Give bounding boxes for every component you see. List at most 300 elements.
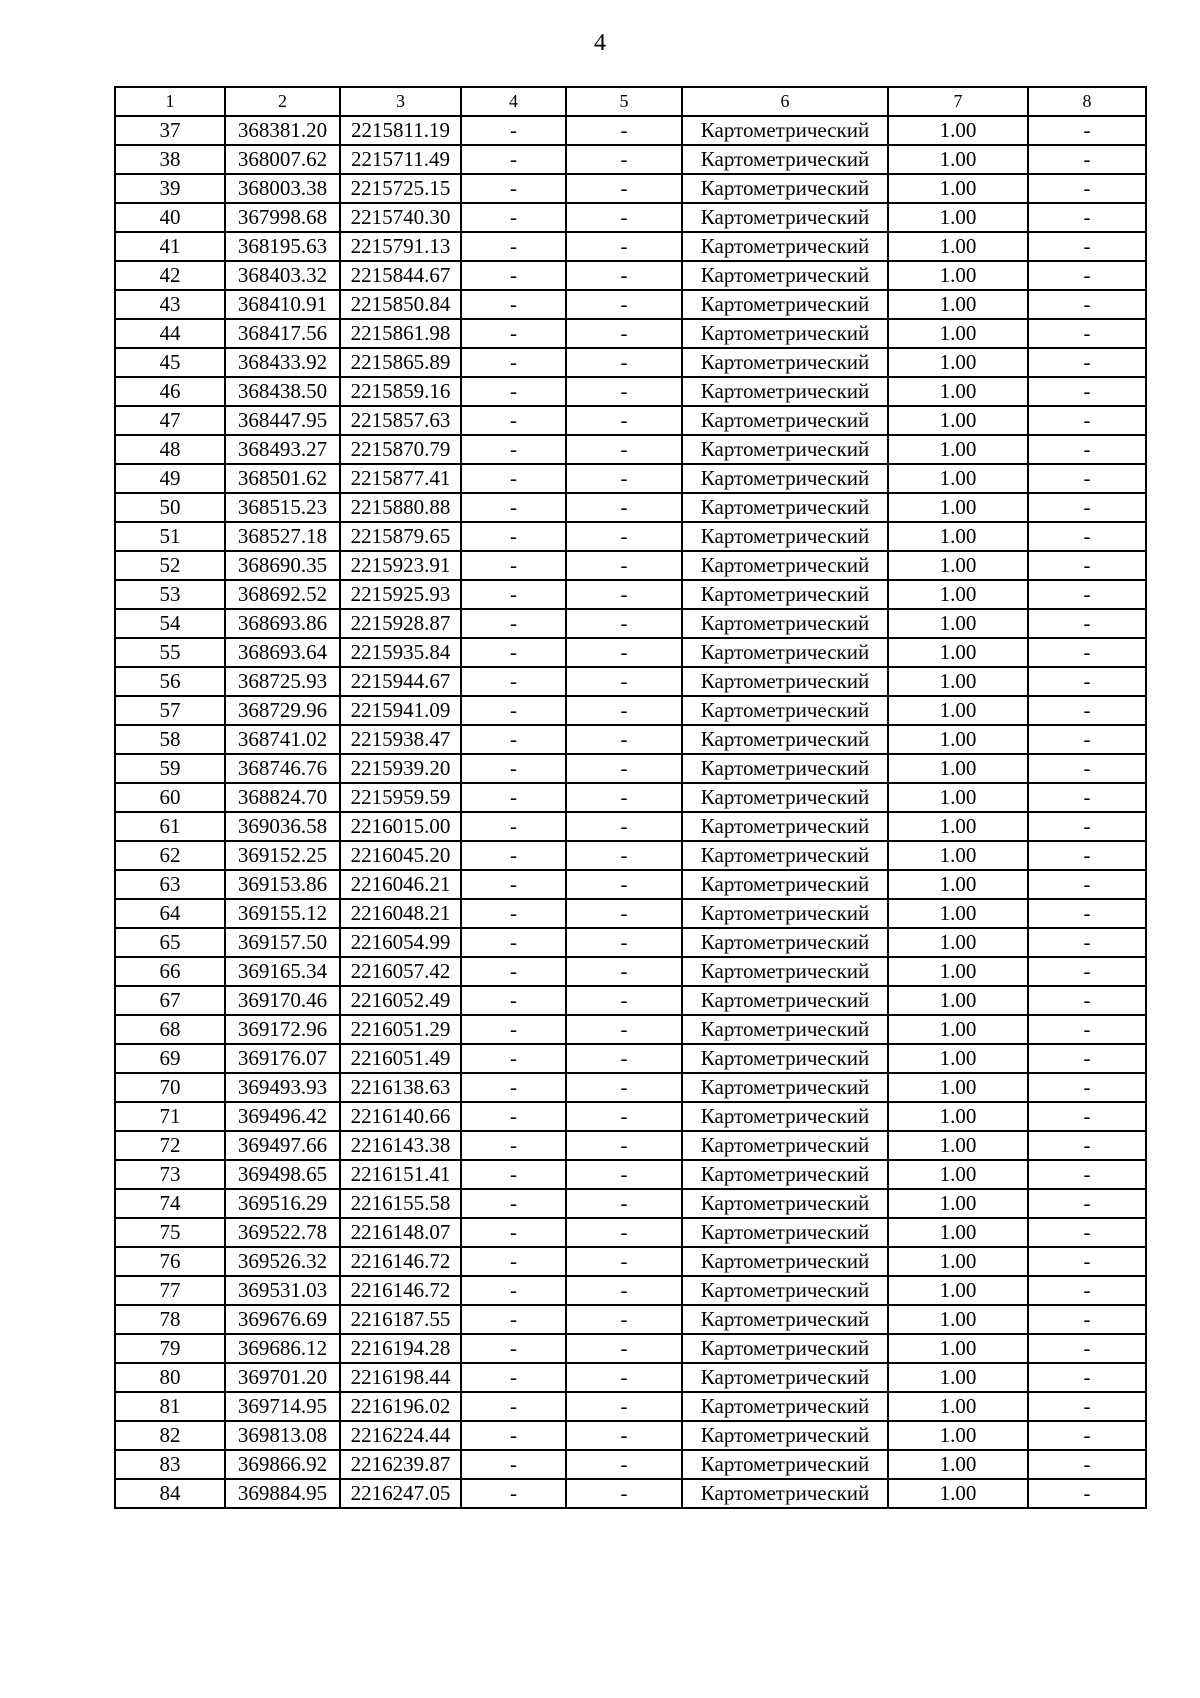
point-number-cell: 57: [115, 696, 225, 725]
method-cell: Картометрический: [682, 261, 888, 290]
y-coordinate-cell: 2215925.93: [340, 580, 461, 609]
column-5-cell: -: [566, 232, 682, 261]
y-coordinate-cell: 2216187.55: [340, 1305, 461, 1334]
y-coordinate-cell: 2215859.16: [340, 377, 461, 406]
method-cell: Картометрический: [682, 667, 888, 696]
accuracy-cell: 1.00: [888, 1160, 1028, 1189]
x-coordinate-cell: 368690.35: [225, 551, 340, 580]
x-coordinate-cell: 367998.68: [225, 203, 340, 232]
column-8-cell: -: [1028, 1218, 1146, 1247]
y-coordinate-cell: 2215861.98: [340, 319, 461, 348]
point-number-cell: 52: [115, 551, 225, 580]
y-coordinate-cell: 2216046.21: [340, 870, 461, 899]
method-cell: Картометрический: [682, 725, 888, 754]
column-4-cell: -: [461, 464, 566, 493]
y-coordinate-cell: 2215850.84: [340, 290, 461, 319]
point-number-cell: 76: [115, 1247, 225, 1276]
accuracy-cell: 1.00: [888, 580, 1028, 609]
column-4-cell: -: [461, 609, 566, 638]
method-cell: Картометрический: [682, 1131, 888, 1160]
column-5-cell: -: [566, 783, 682, 812]
table-row: [115, 1363, 1146, 1392]
page-number: 4: [594, 30, 606, 56]
column-5-cell: -: [566, 754, 682, 783]
y-coordinate-cell: 2215725.15: [340, 174, 461, 203]
accuracy-cell: 1.00: [888, 609, 1028, 638]
y-coordinate-cell: 2216048.21: [340, 899, 461, 928]
accuracy-cell: 1.00: [888, 1421, 1028, 1450]
method-cell: Картометрический: [682, 754, 888, 783]
point-number-cell: 42: [115, 261, 225, 290]
accuracy-cell: 1.00: [888, 899, 1028, 928]
column-header: 3: [340, 87, 461, 116]
column-4-cell: -: [461, 1305, 566, 1334]
column-4-cell: -: [461, 203, 566, 232]
column-8-cell: -: [1028, 1392, 1146, 1421]
table-row: [115, 1479, 1146, 1508]
accuracy-cell: 1.00: [888, 696, 1028, 725]
x-coordinate-cell: 368417.56: [225, 319, 340, 348]
y-coordinate-cell: 2215877.41: [340, 464, 461, 493]
method-cell: Картометрический: [682, 841, 888, 870]
table-row: [115, 1421, 1146, 1450]
accuracy-cell: 1.00: [888, 986, 1028, 1015]
method-cell: Картометрический: [682, 783, 888, 812]
table-row: [115, 1160, 1146, 1189]
y-coordinate-cell: 2215935.84: [340, 638, 461, 667]
point-number-cell: 45: [115, 348, 225, 377]
column-header: 4: [461, 87, 566, 116]
table-row: [115, 1392, 1146, 1421]
column-4-cell: -: [461, 1015, 566, 1044]
column-5-cell: -: [566, 1276, 682, 1305]
column-5-cell: -: [566, 1102, 682, 1131]
accuracy-cell: 1.00: [888, 725, 1028, 754]
table-row: [115, 1450, 1146, 1479]
x-coordinate-cell: 368381.20: [225, 116, 340, 145]
y-coordinate-cell: 2216051.29: [340, 1015, 461, 1044]
table-row: [115, 580, 1146, 609]
column-5-cell: -: [566, 522, 682, 551]
column-8-cell: -: [1028, 406, 1146, 435]
accuracy-cell: 1.00: [888, 870, 1028, 899]
accuracy-cell: 1.00: [888, 1276, 1028, 1305]
column-5-cell: -: [566, 1247, 682, 1276]
column-8-cell: -: [1028, 1305, 1146, 1334]
x-coordinate-cell: 369493.93: [225, 1073, 340, 1102]
column-8-cell: -: [1028, 1160, 1146, 1189]
column-4-cell: -: [461, 1160, 566, 1189]
column-5-cell: -: [566, 493, 682, 522]
method-cell: Картометрический: [682, 232, 888, 261]
point-number-cell: 64: [115, 899, 225, 928]
y-coordinate-cell: 2215740.30: [340, 203, 461, 232]
method-cell: Картометрический: [682, 1334, 888, 1363]
method-cell: Картометрический: [682, 1305, 888, 1334]
point-number-cell: 53: [115, 580, 225, 609]
column-5-cell: -: [566, 696, 682, 725]
column-8-cell: -: [1028, 1247, 1146, 1276]
x-coordinate-cell: 368692.52: [225, 580, 340, 609]
y-coordinate-cell: 2215928.87: [340, 609, 461, 638]
column-4-cell: -: [461, 899, 566, 928]
x-coordinate-cell: 368729.96: [225, 696, 340, 725]
column-4-cell: -: [461, 116, 566, 145]
column-4-cell: -: [461, 1189, 566, 1218]
accuracy-cell: 1.00: [888, 464, 1028, 493]
table-row: [115, 812, 1146, 841]
method-cell: Картометрический: [682, 1450, 888, 1479]
method-cell: Картометрический: [682, 1421, 888, 1450]
y-coordinate-cell: 2216239.87: [340, 1450, 461, 1479]
table-row: [115, 1102, 1146, 1131]
column-4-cell: -: [461, 1450, 566, 1479]
point-number-cell: 47: [115, 406, 225, 435]
y-coordinate-cell: 2216224.44: [340, 1421, 461, 1450]
accuracy-cell: 1.00: [888, 1015, 1028, 1044]
point-number-cell: 55: [115, 638, 225, 667]
x-coordinate-cell: 369153.86: [225, 870, 340, 899]
column-5-cell: -: [566, 1392, 682, 1421]
table-row: [115, 754, 1146, 783]
column-5-cell: -: [566, 609, 682, 638]
x-coordinate-cell: 369170.46: [225, 986, 340, 1015]
x-coordinate-cell: 369701.20: [225, 1363, 340, 1392]
x-coordinate-cell: 368403.32: [225, 261, 340, 290]
table-row: [115, 261, 1146, 290]
x-coordinate-cell: 369884.95: [225, 1479, 340, 1508]
x-coordinate-cell: 369526.32: [225, 1247, 340, 1276]
x-coordinate-cell: 368447.95: [225, 406, 340, 435]
accuracy-cell: 1.00: [888, 1218, 1028, 1247]
column-8-cell: -: [1028, 928, 1146, 957]
accuracy-cell: 1.00: [888, 551, 1028, 580]
method-cell: Картометрический: [682, 435, 888, 464]
column-4-cell: -: [461, 841, 566, 870]
table-row: [115, 435, 1146, 464]
method-cell: Картометрический: [682, 696, 888, 725]
method-cell: Картометрический: [682, 464, 888, 493]
y-coordinate-cell: 2216057.42: [340, 957, 461, 986]
column-5-cell: -: [566, 1218, 682, 1247]
y-coordinate-cell: 2216194.28: [340, 1334, 461, 1363]
column-4-cell: -: [461, 1218, 566, 1247]
method-cell: Картометрический: [682, 406, 888, 435]
point-number-cell: 60: [115, 783, 225, 812]
y-coordinate-cell: 2215865.89: [340, 348, 461, 377]
column-4-cell: -: [461, 1131, 566, 1160]
y-coordinate-cell: 2215844.67: [340, 261, 461, 290]
column-4-cell: -: [461, 870, 566, 899]
column-5-cell: -: [566, 377, 682, 406]
column-4-cell: -: [461, 1276, 566, 1305]
accuracy-cell: 1.00: [888, 261, 1028, 290]
column-5-cell: -: [566, 1131, 682, 1160]
column-8-cell: -: [1028, 696, 1146, 725]
x-coordinate-cell: 369516.29: [225, 1189, 340, 1218]
table-row: [115, 725, 1146, 754]
accuracy-cell: 1.00: [888, 116, 1028, 145]
y-coordinate-cell: 2216155.58: [340, 1189, 461, 1218]
column-8-cell: -: [1028, 1334, 1146, 1363]
method-cell: Картометрический: [682, 319, 888, 348]
method-cell: Картометрический: [682, 609, 888, 638]
column-4-cell: -: [461, 1073, 566, 1102]
y-coordinate-cell: 2215870.79: [340, 435, 461, 464]
method-cell: Картометрический: [682, 493, 888, 522]
column-4-cell: -: [461, 145, 566, 174]
y-coordinate-cell: 2216140.66: [340, 1102, 461, 1131]
x-coordinate-cell: 369165.34: [225, 957, 340, 986]
accuracy-cell: 1.00: [888, 435, 1028, 464]
column-5-cell: -: [566, 348, 682, 377]
accuracy-cell: 1.00: [888, 203, 1028, 232]
point-number-cell: 75: [115, 1218, 225, 1247]
point-number-cell: 63: [115, 870, 225, 899]
column-8-cell: -: [1028, 319, 1146, 348]
column-8-cell: -: [1028, 580, 1146, 609]
x-coordinate-cell: 369496.42: [225, 1102, 340, 1131]
column-4-cell: -: [461, 261, 566, 290]
column-5-cell: -: [566, 841, 682, 870]
point-number-cell: 73: [115, 1160, 225, 1189]
column-5-cell: -: [566, 1073, 682, 1102]
column-5-cell: -: [566, 1334, 682, 1363]
column-header: 2: [225, 87, 340, 116]
column-5-cell: -: [566, 1305, 682, 1334]
accuracy-cell: 1.00: [888, 1305, 1028, 1334]
accuracy-cell: 1.00: [888, 957, 1028, 986]
column-8-cell: -: [1028, 609, 1146, 638]
column-8-cell: -: [1028, 870, 1146, 899]
column-8-cell: -: [1028, 638, 1146, 667]
x-coordinate-cell: 368741.02: [225, 725, 340, 754]
table-row: [115, 928, 1146, 957]
table-row: [115, 145, 1146, 174]
point-number-cell: 56: [115, 667, 225, 696]
accuracy-cell: 1.00: [888, 1073, 1028, 1102]
table-row: [115, 174, 1146, 203]
column-8-cell: -: [1028, 1450, 1146, 1479]
point-number-cell: 71: [115, 1102, 225, 1131]
column-8-cell: -: [1028, 116, 1146, 145]
point-number-cell: 66: [115, 957, 225, 986]
accuracy-cell: 1.00: [888, 1131, 1028, 1160]
column-8-cell: -: [1028, 493, 1146, 522]
table-row: [115, 377, 1146, 406]
y-coordinate-cell: 2216143.38: [340, 1131, 461, 1160]
x-coordinate-cell: 368515.23: [225, 493, 340, 522]
column-4-cell: -: [461, 232, 566, 261]
method-cell: Картометрический: [682, 928, 888, 957]
table-row: [115, 464, 1146, 493]
y-coordinate-cell: 2215711.49: [340, 145, 461, 174]
method-cell: Картометрический: [682, 638, 888, 667]
method-cell: Картометрический: [682, 580, 888, 609]
column-5-cell: -: [566, 261, 682, 290]
y-coordinate-cell: 2215791.13: [340, 232, 461, 261]
column-8-cell: -: [1028, 725, 1146, 754]
method-cell: Картометрический: [682, 203, 888, 232]
method-cell: Картометрический: [682, 1392, 888, 1421]
column-8-cell: -: [1028, 899, 1146, 928]
point-number-cell: 61: [115, 812, 225, 841]
point-number-cell: 82: [115, 1421, 225, 1450]
x-coordinate-cell: 368493.27: [225, 435, 340, 464]
column-8-cell: -: [1028, 1479, 1146, 1508]
y-coordinate-cell: 2216151.41: [340, 1160, 461, 1189]
column-5-cell: -: [566, 1044, 682, 1073]
accuracy-cell: 1.00: [888, 319, 1028, 348]
method-cell: Картометрический: [682, 348, 888, 377]
point-number-cell: 40: [115, 203, 225, 232]
column-8-cell: -: [1028, 464, 1146, 493]
table-row: [115, 899, 1146, 928]
column-8-cell: -: [1028, 841, 1146, 870]
x-coordinate-cell: 369813.08: [225, 1421, 340, 1450]
column-5-cell: -: [566, 899, 682, 928]
x-coordinate-cell: 369152.25: [225, 841, 340, 870]
accuracy-cell: 1.00: [888, 812, 1028, 841]
x-coordinate-cell: 369866.92: [225, 1450, 340, 1479]
column-header: 6: [682, 87, 888, 116]
table-row: [115, 348, 1146, 377]
column-4-cell: -: [461, 1392, 566, 1421]
accuracy-cell: 1.00: [888, 638, 1028, 667]
method-cell: Картометрический: [682, 1102, 888, 1131]
y-coordinate-cell: 2216054.99: [340, 928, 461, 957]
table-row: [115, 1334, 1146, 1363]
column-4-cell: -: [461, 725, 566, 754]
column-header: 1: [115, 87, 225, 116]
accuracy-cell: 1.00: [888, 1247, 1028, 1276]
y-coordinate-cell: 2215959.59: [340, 783, 461, 812]
column-5-cell: -: [566, 1189, 682, 1218]
y-coordinate-cell: 2216196.02: [340, 1392, 461, 1421]
column-4-cell: -: [461, 783, 566, 812]
column-8-cell: -: [1028, 667, 1146, 696]
column-5-cell: -: [566, 812, 682, 841]
x-coordinate-cell: 368003.38: [225, 174, 340, 203]
method-cell: Картометрический: [682, 290, 888, 319]
table-row: [115, 1044, 1146, 1073]
point-number-cell: 69: [115, 1044, 225, 1073]
column-8-cell: -: [1028, 145, 1146, 174]
column-5-cell: -: [566, 1363, 682, 1392]
column-4-cell: -: [461, 1102, 566, 1131]
column-8-cell: -: [1028, 290, 1146, 319]
column-4-cell: -: [461, 1479, 566, 1508]
x-coordinate-cell: 368746.76: [225, 754, 340, 783]
x-coordinate-cell: 369686.12: [225, 1334, 340, 1363]
column-4-cell: -: [461, 406, 566, 435]
accuracy-cell: 1.00: [888, 841, 1028, 870]
table-row: [115, 1073, 1146, 1102]
table-row: [115, 522, 1146, 551]
x-coordinate-cell: 369522.78: [225, 1218, 340, 1247]
point-number-cell: 83: [115, 1450, 225, 1479]
x-coordinate-cell: 369531.03: [225, 1276, 340, 1305]
point-number-cell: 84: [115, 1479, 225, 1508]
y-coordinate-cell: 2215879.65: [340, 522, 461, 551]
method-cell: Картометрический: [682, 1247, 888, 1276]
column-8-cell: -: [1028, 812, 1146, 841]
point-number-cell: 48: [115, 435, 225, 464]
method-cell: Картометрический: [682, 1073, 888, 1102]
accuracy-cell: 1.00: [888, 783, 1028, 812]
column-8-cell: -: [1028, 1044, 1146, 1073]
column-4-cell: -: [461, 1334, 566, 1363]
column-4-cell: -: [461, 319, 566, 348]
column-4-cell: -: [461, 377, 566, 406]
y-coordinate-cell: 2215939.20: [340, 754, 461, 783]
column-5-cell: -: [566, 638, 682, 667]
column-4-cell: -: [461, 551, 566, 580]
point-number-cell: 79: [115, 1334, 225, 1363]
y-coordinate-cell: 2216045.20: [340, 841, 461, 870]
accuracy-cell: 1.00: [888, 174, 1028, 203]
method-cell: Картометрический: [682, 145, 888, 174]
x-coordinate-cell: 368693.86: [225, 609, 340, 638]
column-8-cell: -: [1028, 1073, 1146, 1102]
table-row: [115, 1218, 1146, 1247]
y-coordinate-cell: 2215944.67: [340, 667, 461, 696]
method-cell: Картометрический: [682, 1276, 888, 1305]
x-coordinate-cell: 368438.50: [225, 377, 340, 406]
point-number-cell: 51: [115, 522, 225, 551]
column-4-cell: -: [461, 667, 566, 696]
table-row: [115, 783, 1146, 812]
x-coordinate-cell: 369498.65: [225, 1160, 340, 1189]
table-row: [115, 667, 1146, 696]
accuracy-cell: 1.00: [888, 1392, 1028, 1421]
table-row: [115, 493, 1146, 522]
table-row: [115, 1189, 1146, 1218]
column-5-cell: -: [566, 667, 682, 696]
column-header: 5: [566, 87, 682, 116]
point-number-cell: 44: [115, 319, 225, 348]
table-row: [115, 1276, 1146, 1305]
point-number-cell: 68: [115, 1015, 225, 1044]
method-cell: Картометрический: [682, 551, 888, 580]
accuracy-cell: 1.00: [888, 348, 1028, 377]
accuracy-cell: 1.00: [888, 1044, 1028, 1073]
table-row: [115, 1247, 1146, 1276]
table-row: [115, 203, 1146, 232]
accuracy-cell: 1.00: [888, 1334, 1028, 1363]
method-cell: Картометрический: [682, 986, 888, 1015]
accuracy-cell: 1.00: [888, 1450, 1028, 1479]
point-number-cell: 59: [115, 754, 225, 783]
accuracy-cell: 1.00: [888, 522, 1028, 551]
column-4-cell: -: [461, 1247, 566, 1276]
y-coordinate-cell: 2215857.63: [340, 406, 461, 435]
column-8-cell: -: [1028, 522, 1146, 551]
x-coordinate-cell: 369497.66: [225, 1131, 340, 1160]
x-coordinate-cell: 369714.95: [225, 1392, 340, 1421]
column-5-cell: -: [566, 435, 682, 464]
accuracy-cell: 1.00: [888, 232, 1028, 261]
accuracy-cell: 1.00: [888, 667, 1028, 696]
y-coordinate-cell: 2215941.09: [340, 696, 461, 725]
y-coordinate-cell: 2216051.49: [340, 1044, 461, 1073]
accuracy-cell: 1.00: [888, 493, 1028, 522]
point-number-cell: 80: [115, 1363, 225, 1392]
table-row: [115, 696, 1146, 725]
x-coordinate-cell: 369036.58: [225, 812, 340, 841]
column-8-cell: -: [1028, 261, 1146, 290]
x-coordinate-cell: 368725.93: [225, 667, 340, 696]
